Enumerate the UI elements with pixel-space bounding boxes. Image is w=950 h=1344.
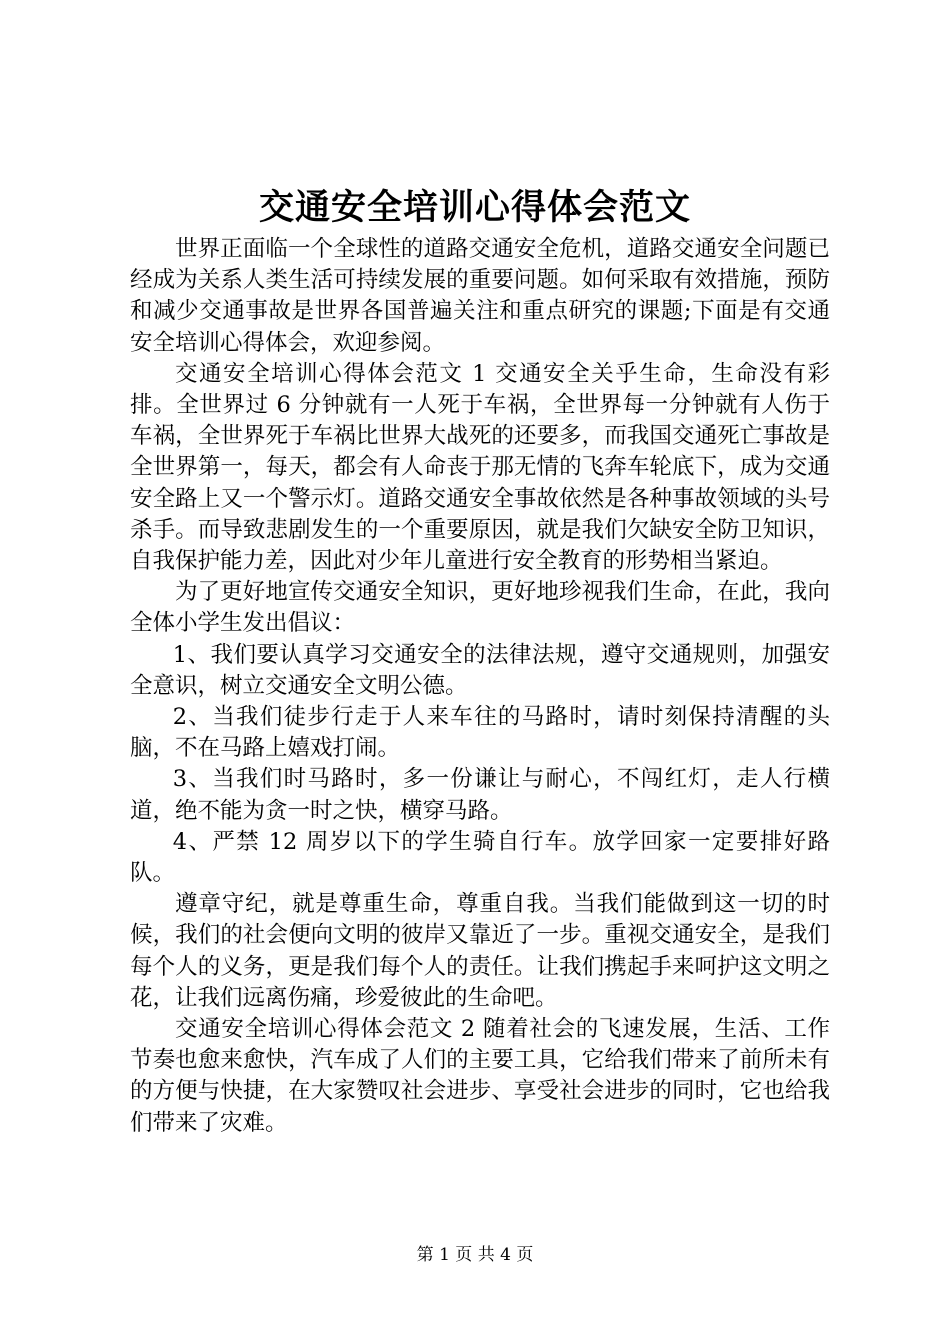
paragraph-sample-2: 交通安全培训心得体会范文 2 随着社会的飞速发展，生活、工作节奏也愈来愈快，汽车成了人们的主要工具，它给我们带来了前所未有的方便与快捷，在大家赞叹社会进步、享受社会进步的同时，它也给我们带来了灾难。 [130,1016,830,1136]
paragraph-conclusion: 遵章守纪，就是尊重生命，尊重自我。当我们能做到这一切的时候，我们的社会便向文明的彼岸又靠近了一步。重视交通安全，是我们每个人的义务，更是我们每个人的责任。让我们携起手来呵护这文明之花，让我们远离伤痛，珍爱彼此的生命吧。 [130,891,830,1011]
document-body [130,234,830,1139]
paragraph-proposal: 为了更好地宣传交通安全知识，更好地珍视我们生命，在此，我向全体小学生发出倡议： [130,579,830,637]
list-item-4: 4、严禁 12 周岁以下的学生骑自行车。放学回家一定要排好路队。 [130,828,830,887]
list-item-3: 3、当我们时马路时，多一份谦让与耐心，不闯红灯，走人行横道，绝不能为贪一时之快，横穿马路。 [130,766,830,824]
document-title: 交通安全培训心得体会范文 [258,187,691,228]
paragraph-intro: 世界正面临一个全球性的道路交通安全危机，道路交通安全问题已经成为关系人类生活可持续发展的重要问题。如何采取有效措施，预防和减少交通事故是世界各国普遍关注和重点研究的课题;下面是有交通安全培训心得体会，欢迎参阅。 [130,236,830,356]
list-item-1: 1、我们要认真学习交通安全的法律法规，遵守交通规则，加强安全意识，树立交通安全文明公德。 [130,641,830,699]
page-number: 第 1 页 共 4 页 [416,1245,534,1265]
paragraph-sample-1: 交通安全培训心得体会范文 1 交通安全关乎生命，生命没有彩排。全世界过 6 分钟就有一人死于车祸，全世界每一分钟就有人伤于车祸，全世界死于车祸比世界大战死的还要多，而我国交通死亡事故是全世界第一，每天，都会有人命丧于那无情的飞奔车轮底下，成为交通安全路上又一个警示灯。道路交通安全事故依然是各种事故领域的头号杀手。而导致悲剧发生的一个重要原因，就是我们欠缺安全防卫知识，自我保护能力差，因此对少年儿童进行安全教育的形势相当紧迫。 [130,360,830,575]
list-item-2: 2、当我们徒步行走于人来车往的马路时，请时刻保持清醒的头脑，不在马路上嬉戏打闹。 [130,704,830,762]
